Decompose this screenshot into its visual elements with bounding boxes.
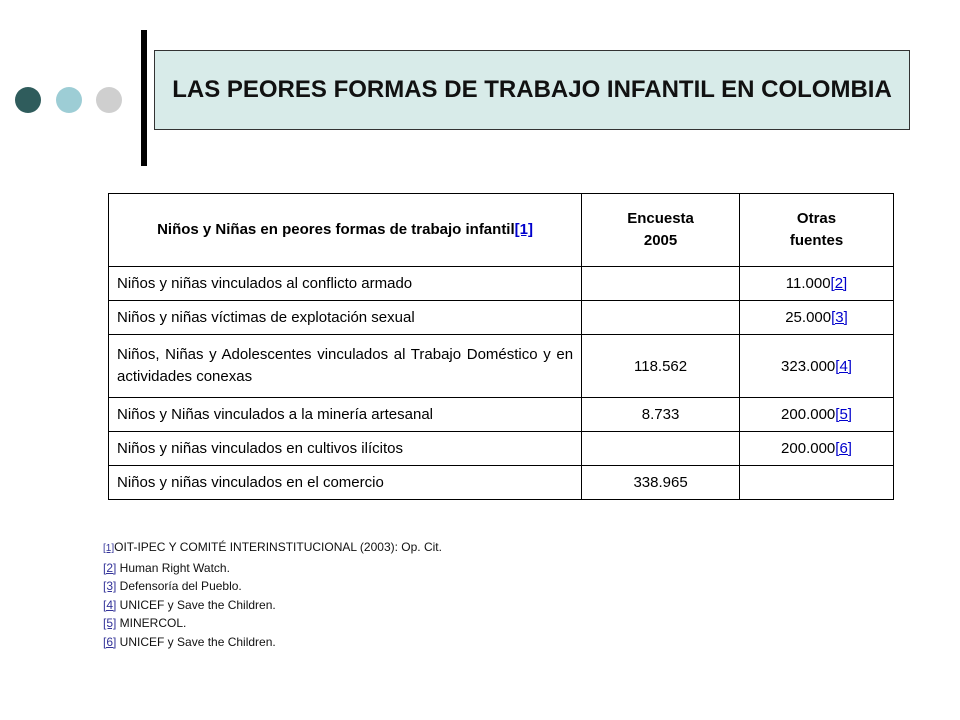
decorative-dot-gray <box>96 87 122 113</box>
table-row <box>109 301 894 335</box>
footnote-link[interactable]: [3] <box>103 579 117 594</box>
row-other-value: 200.000[5] <box>740 398 894 432</box>
row-other-value: 25.000[3] <box>740 301 894 335</box>
table-row <box>109 398 894 432</box>
header-other: Otras fuentes <box>740 194 894 267</box>
row-survey-value: 8.733 <box>582 398 740 432</box>
table-row <box>109 335 894 398</box>
footnote-link[interactable]: [1] <box>103 543 115 554</box>
row-other-value: 323.000[4] <box>740 335 894 398</box>
table-row <box>109 432 894 466</box>
footnote-link[interactable]: [4] <box>103 597 117 612</box>
decorative-vertical-bar <box>141 30 147 166</box>
footnote-item: [6] UNICEF y Save the Children. <box>103 634 276 649</box>
footnote-item: [5] MINERCOL. <box>103 616 187 631</box>
footnote-link[interactable]: [5] <box>103 616 117 631</box>
row-label: Niños y niñas vinculados en cultivos ilícitos <box>109 432 582 466</box>
footnote-item: [3] Defensoría del Pueblo. <box>103 579 242 594</box>
row-label: Niños y niñas vinculados en el comercio <box>109 466 582 500</box>
footnote-link[interactable]: [6] <box>103 634 117 649</box>
row-label: Niños, Niñas y Adolescentes vinculados al Trabajo Doméstico y en actividades conexas <box>109 335 582 398</box>
title-box <box>154 50 910 130</box>
footnote-ref-link[interactable]: [6] <box>835 440 852 457</box>
child-labor-table <box>108 193 894 500</box>
footnote-ref-link[interactable]: [5] <box>835 406 852 423</box>
decorative-dot-dark <box>15 87 41 113</box>
row-survey-value <box>582 267 740 301</box>
footnote-item: [1]OIT-IPEC Y COMITÉ INTERINSTITUCIONAL (2003): Op. Cit. <box>103 540 442 554</box>
footnote-ref-link[interactable]: [2] <box>830 275 848 292</box>
footnotes <box>103 538 442 652</box>
row-label: Niños y niñas víctimas de explotación sexual <box>109 301 582 335</box>
table-row <box>109 267 894 301</box>
row-label: Niños y Niñas vinculados a la minería artesanal <box>109 398 582 432</box>
row-other-value: 11.000[2] <box>740 267 894 301</box>
decorative-dot-teal <box>56 87 82 113</box>
row-survey-value <box>582 432 740 466</box>
footnote-item: [2] Human Right Watch. <box>103 560 230 575</box>
footnote-link[interactable]: [2] <box>103 560 117 575</box>
footnote-item: [4] UNICEF y Save the Children. <box>103 597 276 612</box>
header-category: Niños y Niñas en peores formas de trabajo infantil[1] <box>109 194 582 267</box>
row-label: Niños y niñas vinculados al conflicto armado <box>109 267 582 301</box>
footnote-ref-link[interactable]: [4] <box>835 357 852 375</box>
footnote-ref-link[interactable]: [1] <box>514 221 533 238</box>
page-title: LAS PEORES FORMAS DE TRABAJO INFANTIL EN COLOMBIA <box>172 76 892 103</box>
table-row <box>109 466 894 500</box>
row-survey-value: 118.562 <box>582 335 740 398</box>
header-survey: Encuesta 2005 <box>582 194 740 267</box>
row-survey-value <box>582 301 740 335</box>
footnote-ref-link[interactable]: [3] <box>831 309 848 326</box>
row-other-value <box>740 466 894 500</box>
row-survey-value: 338.965 <box>582 466 740 500</box>
table-header-row <box>109 194 894 267</box>
row-other-value: 200.000[6] <box>740 432 894 466</box>
